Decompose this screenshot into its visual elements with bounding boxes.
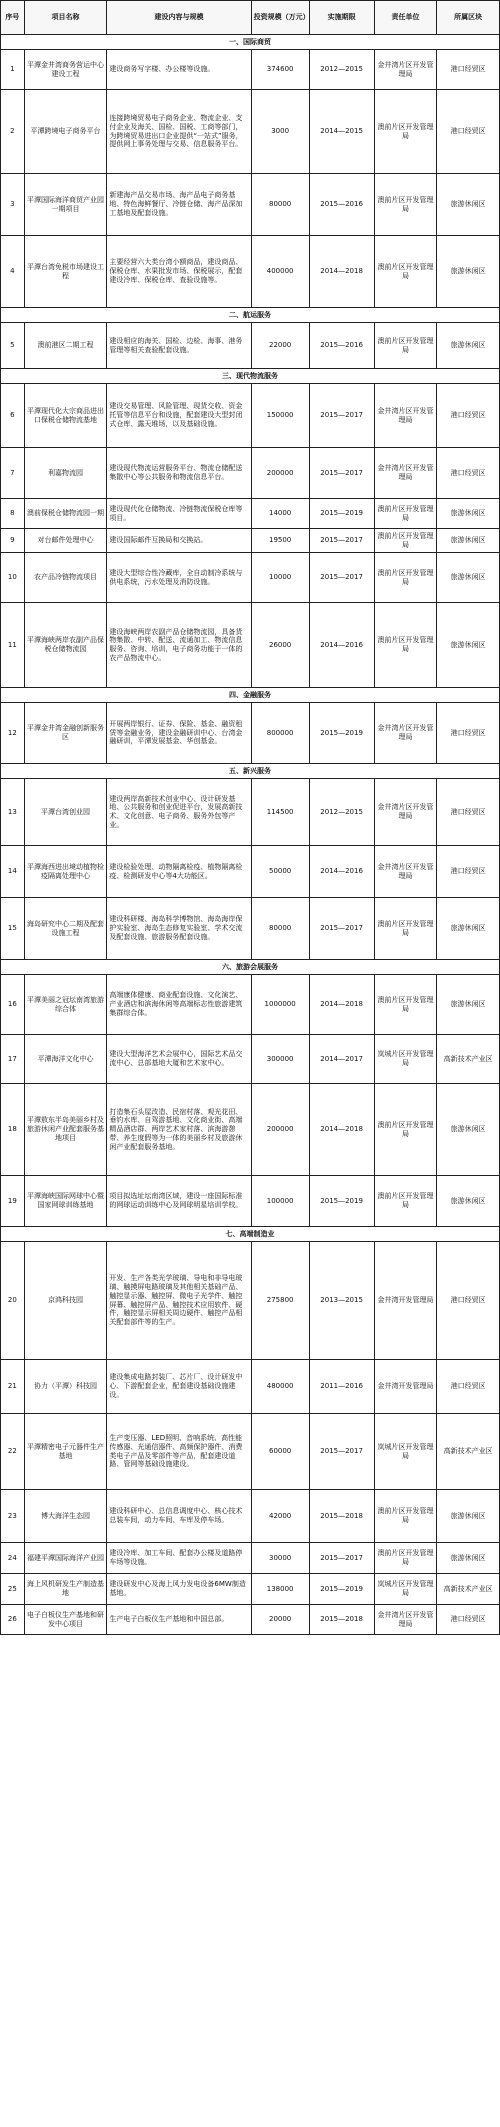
project-name: 海岛研究中心二期及配套设施工程 [24, 898, 107, 960]
investment-value: 30000 [251, 1543, 309, 1574]
district-block: 港口经贸区 [437, 448, 500, 499]
table-row [1, 1242, 500, 1360]
project-content: 建设商务写字楼、办公楼等设施。 [107, 50, 251, 90]
investment-value: 200000 [251, 1084, 309, 1176]
district-block: 港口经贸区 [437, 779, 500, 846]
investment-value: 275800 [251, 1242, 309, 1360]
responsible-unit: 澳前片区开发管理局 [374, 323, 437, 369]
section-header-row [1, 1227, 500, 1242]
district-block: 旅游休闲区 [437, 499, 500, 529]
project-content: 开展两岸银行、证券、保险、基金、融资租赁等金融业务，建设金融研训中心、台湾金融研训，平潭发展基金、华创基金。 [107, 703, 251, 764]
row-number: 21 [1, 1360, 25, 1414]
district-block: 旅游休闲区 [437, 975, 500, 1035]
district-block: 旅游休闲区 [437, 236, 500, 308]
row-number: 20 [1, 1242, 25, 1360]
header-row [1, 1, 500, 35]
implementation-period: 2015—2019 [309, 1574, 374, 1605]
investment-value: 10000 [251, 553, 309, 603]
project-name: 京鸿科技园 [24, 1242, 107, 1360]
project-name: 利嘉物流园 [24, 448, 107, 499]
responsible-unit: 金井湾片区开发管理局 [374, 779, 437, 846]
row-number: 19 [1, 1176, 25, 1227]
investment-value: 42000 [251, 1490, 309, 1543]
investment-value: 374600 [251, 50, 309, 90]
table-body [1, 35, 500, 1635]
section-header-row [1, 688, 500, 703]
row-number: 16 [1, 975, 25, 1035]
table-row [1, 1605, 500, 1635]
table-row [1, 448, 500, 499]
responsible-unit: 金井湾片区开发管理局 [374, 703, 437, 764]
project-name: 平潭精密电子元器件生产基地 [24, 1414, 107, 1490]
project-name: 电子白板仪生产基地和研发中心项目 [24, 1605, 107, 1635]
row-number: 14 [1, 846, 25, 898]
implementation-period: 2014—2018 [309, 1084, 374, 1176]
header-no: 序号 [1, 1, 25, 35]
row-number: 13 [1, 779, 25, 846]
implementation-period: 2011—2016 [309, 1360, 374, 1414]
project-content: 建设大型综合性冷藏库，全自动制冷系统与供电系统，污水处理及消防设施。 [107, 553, 251, 603]
responsible-unit: 金井湾开发管理局 [374, 1242, 437, 1360]
table-row [1, 384, 500, 448]
row-number: 4 [1, 236, 25, 308]
section-header-row [1, 764, 500, 779]
table-row [1, 779, 500, 846]
responsible-unit: 岚城片区开发管理局 [374, 1035, 437, 1084]
table-row [1, 1414, 500, 1490]
responsible-unit: 金井湾片区开发管理局 [374, 448, 437, 499]
implementation-period: 2014—2018 [309, 236, 374, 308]
investment-value: 19500 [251, 529, 309, 553]
investment-value: 80000 [251, 174, 309, 236]
investment-value: 100000 [251, 1176, 309, 1227]
implementation-period: 2015—2017 [309, 898, 374, 960]
row-number: 10 [1, 553, 25, 603]
project-name: 农产品冷链物流项目 [24, 553, 107, 603]
implementation-period: 2015—2017 [309, 1414, 374, 1490]
table-row [1, 174, 500, 236]
table-row [1, 1543, 500, 1574]
implementation-period: 2014—2016 [309, 603, 374, 688]
implementation-period: 2015—2019 [309, 1176, 374, 1227]
row-number: 7 [1, 448, 25, 499]
responsible-unit: 澳前片区开发管理局 [374, 1490, 437, 1543]
project-content: 建设现代物流运营服务平台、物流仓储配送集散中心等公共服务和物流信息平台。 [107, 448, 251, 499]
row-number: 12 [1, 703, 25, 764]
section-title: 二、航运服务 [1, 308, 500, 323]
row-number: 5 [1, 323, 25, 369]
project-content: 打造集石头屋改造、民宿村落、观光花田、垂钓水库、自驾游基地、文化商业街、高端精品酒店群、两岸艺术家村落、滨海游憩带、养生度假等为一体的美丽乡村及旅游休闲产业配套服务基地。 [107, 1084, 251, 1176]
investment-value: 150000 [251, 384, 309, 448]
table-row [1, 553, 500, 603]
project-content: 主要经营六大类台湾小额商品，建设商品、保税仓库、水果批发市场、保税展示，配套建设冷库、保税仓库、查验设施等。 [107, 236, 251, 308]
investment-value: 3000 [251, 90, 309, 174]
section-title: 七、高端制造业 [1, 1227, 500, 1242]
implementation-period: 2015—2019 [309, 499, 374, 529]
header-period: 实施期限 [309, 1, 374, 35]
section-title: 四、金融服务 [1, 688, 500, 703]
table-row [1, 898, 500, 960]
district-block: 旅游休闲区 [437, 323, 500, 369]
project-content: 建设相应的海关、国检、边检、海事、港务管理等相关查验配套设施。 [107, 323, 251, 369]
project-content: 建设研发中心及海上风力发电设备6MW制造基地。 [107, 1574, 251, 1605]
section-title: 一、国际商贸 [1, 35, 500, 50]
district-block: 旅游休闲区 [437, 553, 500, 603]
district-block: 旅游休闲区 [437, 898, 500, 960]
project-name: 平潭海西进出境动植物检疫隔离处理中心 [24, 846, 107, 898]
section-title: 三、现代物流服务 [1, 369, 500, 384]
district-block: 高新技术产业区 [437, 1035, 500, 1084]
row-number: 6 [1, 384, 25, 448]
row-number: 26 [1, 1605, 25, 1635]
project-name: 平潭海峡国际网球中心暨国家网球训练基地 [24, 1176, 107, 1227]
project-content: 建设两岸高新技术创业中心、设计研发基地、公共服务和创业促进平台，发展高新技术、文化创意、电子商务、服务外包等产业。 [107, 779, 251, 846]
row-number: 3 [1, 174, 25, 236]
investment-value: 22000 [251, 323, 309, 369]
implementation-period: 2015—2018 [309, 1490, 374, 1543]
project-name: 平潭金井湾金融创新服务区 [24, 703, 107, 764]
implementation-period: 2014—2016 [309, 846, 374, 898]
responsible-unit: 金井湾片区开发管理局 [374, 50, 437, 90]
project-name: 平潭海洋文化中心 [24, 1035, 107, 1084]
project-content: 连接跨境贸易电子商务企业、物流企业、支付企业及海关、国检、国税、工商等部门，为跨境贸易进出口企业提供“一站式”服务，提供网上事务处理与交易、信息服务平台。 [107, 90, 251, 174]
table-row [1, 236, 500, 308]
project-name: 澳前港区二期工程 [24, 323, 107, 369]
implementation-period: 2015—2017 [309, 529, 374, 553]
project-content: 建设交易管理、风险管理、现货交收、资金托管等信息平台和设施，配套建设大型封闭式仓库、露天堆场，以及基础设施。 [107, 384, 251, 448]
row-number: 11 [1, 603, 25, 688]
project-name: 平潭美丽之冠坛南湾旅游综合体 [24, 975, 107, 1035]
district-block: 港口经贸区 [437, 384, 500, 448]
project-content: 新建海产品交易市场、海产品电子商务基地、特色海鲜餐厅、冷链仓储、海产品深加工基地及配套设施。 [107, 174, 251, 236]
district-block: 高新技术产业区 [437, 1414, 500, 1490]
row-number: 8 [1, 499, 25, 529]
implementation-period: 2014—2018 [309, 975, 374, 1035]
table-row [1, 1035, 500, 1084]
project-name: 对台邮件处理中心 [24, 529, 107, 553]
responsible-unit: 金井湾开发管理局 [374, 1360, 437, 1414]
project-name: 澳前保税仓储物流园一期 [24, 499, 107, 529]
responsible-unit: 澳前片区开发管理局 [374, 236, 437, 308]
investment-value: 80000 [251, 898, 309, 960]
implementation-period: 2012—2015 [309, 779, 374, 846]
project-content: 建设集成电路封装厂、芯片厂、设计研发中心、下游配套企业，配套建设基础设施建设。 [107, 1360, 251, 1414]
investment-value: 14000 [251, 499, 309, 529]
project-content: 建设现代化仓储物流、冷链物流保税仓库等项目。 [107, 499, 251, 529]
header-unit: 责任单位 [374, 1, 437, 35]
project-content: 生产电子白板仪生产基地和中国总部。 [107, 1605, 251, 1635]
district-block: 港口经贸区 [437, 703, 500, 764]
implementation-period: 2015—2017 [309, 553, 374, 603]
section-header-row [1, 308, 500, 323]
responsible-unit: 澳前片区开发管理局 [374, 1084, 437, 1176]
table-row [1, 846, 500, 898]
table-row [1, 1490, 500, 1543]
table-row [1, 1176, 500, 1227]
row-number: 25 [1, 1574, 25, 1605]
project-name: 平潭现代化大宗商品进出口保税仓储物流基地 [24, 384, 107, 448]
district-block: 旅游休闲区 [437, 529, 500, 553]
table-row [1, 90, 500, 174]
district-block: 旅游休闲区 [437, 1176, 500, 1227]
section-header-row [1, 960, 500, 975]
district-block: 旅游休闲区 [437, 1543, 500, 1574]
section-header-row [1, 369, 500, 384]
responsible-unit: 金井湾片区开发管理局 [374, 1605, 437, 1635]
table-row [1, 50, 500, 90]
project-content: 生产变压器、LED照明、音响系统、高性能传感器、光通信器件、高频保护器件、消费类电子产品及零部件等产品，配套建设道路、管网等基础设施建设。 [107, 1414, 251, 1490]
district-block: 港口经贸区 [437, 1605, 500, 1635]
table-row [1, 703, 500, 764]
header-name: 项目名称 [24, 1, 107, 35]
responsible-unit: 澳前片区开发管理局 [374, 975, 437, 1035]
project-content: 建设检验处理、动物隔离检疫、植物隔离检疫、检测研发中心等4大功能区。 [107, 846, 251, 898]
implementation-period: 2015—2018 [309, 1605, 374, 1635]
responsible-unit: 澳前片区开发管理局 [374, 499, 437, 529]
investment-value: 200000 [251, 448, 309, 499]
investment-value: 138000 [251, 1574, 309, 1605]
implementation-period: 2014—2015 [309, 90, 374, 174]
table-row [1, 499, 500, 529]
table-row [1, 1360, 500, 1414]
project-name: 海上风机研发生产制造基地 [24, 1574, 107, 1605]
implementation-period: 2015—2017 [309, 448, 374, 499]
project-name: 平潭台湾免税市场建设工程 [24, 236, 107, 308]
district-block: 港口经贸区 [437, 50, 500, 90]
responsible-unit: 澳前片区开发管理局 [374, 174, 437, 236]
row-number: 2 [1, 90, 25, 174]
responsible-unit: 澳前片区开发管理局 [374, 90, 437, 174]
row-number: 15 [1, 898, 25, 960]
project-content: 建设国际邮件互换局和交换站。 [107, 529, 251, 553]
district-block: 港口经贸区 [437, 1360, 500, 1414]
row-number: 18 [1, 1084, 25, 1176]
table-row [1, 975, 500, 1035]
project-content: 开发、生产各类光学玻璃、导电和非导电玻璃、触摸屏电路玻璃及其他相关基础产品、触控显示器、触控屏、微电子光学件、触控屏幕、触控屏产品、触控技术应用软件、硬件，触控显示屏相关周边硬件、触控产品相关配套部件等的生产。 [107, 1242, 251, 1360]
project-content: 项目拟选址坛南湾区域，建设一座国际标准的网球运动训练中心及网球明星培训学校。 [107, 1176, 251, 1227]
district-block: 港口经贸区 [437, 846, 500, 898]
project-name: 平潭金井湾商务营运中心建设工程 [24, 50, 107, 90]
implementation-period: 2015—2016 [309, 174, 374, 236]
row-number: 23 [1, 1490, 25, 1543]
header-area: 所属区块 [437, 1, 500, 35]
district-block: 高新技术产业区 [437, 1574, 500, 1605]
header-investment: 投资规模（万元） [251, 1, 309, 35]
table-row [1, 529, 500, 553]
row-number: 17 [1, 1035, 25, 1084]
project-name: 平潭台湾创业园 [24, 779, 107, 846]
table-row [1, 1084, 500, 1176]
responsible-unit: 澳前片区开发管理局 [374, 553, 437, 603]
row-number: 24 [1, 1543, 25, 1574]
section-title: 六、旅游会展服务 [1, 960, 500, 975]
implementation-period: 2015—2019 [309, 703, 374, 764]
investment-value: 50000 [251, 846, 309, 898]
investment-value: 20000 [251, 1605, 309, 1635]
district-block: 港口经贸区 [437, 1242, 500, 1360]
responsible-unit: 澳前片区开发管理局 [374, 898, 437, 960]
responsible-unit: 澳前片区开发管理局 [374, 529, 437, 553]
table-row [1, 323, 500, 369]
table-row [1, 1574, 500, 1605]
project-content: 建设科研中心、总信息调度中心、核心技术总装车间，动力车间、车库及停车场。 [107, 1490, 251, 1543]
implementation-period: 2014—2017 [309, 1035, 374, 1084]
implementation-period: 2015—2016 [309, 323, 374, 369]
district-block: 旅游休闲区 [437, 603, 500, 688]
project-content: 建设科研楼、海岛科学博物馆、海岛海岸保护实验室、海岛生态修复实验室、学术交流及配套设施、旅游服务配套设施。 [107, 898, 251, 960]
responsible-unit: 岚城片区开发管理局 [374, 1414, 437, 1490]
implementation-period: 2012—2015 [309, 50, 374, 90]
project-name: 博大海洋生态园 [24, 1490, 107, 1543]
investment-value: 400000 [251, 236, 309, 308]
implementation-period: 2015—2017 [309, 384, 374, 448]
section-title: 五、新兴服务 [1, 764, 500, 779]
district-block: 旅游休闲区 [437, 1490, 500, 1543]
row-number: 9 [1, 529, 25, 553]
responsible-unit: 金井湾片区开发管理局 [374, 846, 437, 898]
responsible-unit: 澳前片区开发管理局 [374, 603, 437, 688]
implementation-period: 2013—2015 [309, 1242, 374, 1360]
investment-value: 1000000 [251, 975, 309, 1035]
investment-value: 114500 [251, 779, 309, 846]
project-name: 平潭海峡两岸农副产品保税仓储物流园 [24, 603, 107, 688]
project-name: 平潭跨境电子商务平台 [24, 90, 107, 174]
header-content: 建设内容与规模 [107, 1, 251, 35]
project-content: 建设大型海洋艺术会展中心，国际艺术品交流中心、总部基地大厦和艺术家中心。 [107, 1035, 251, 1084]
implementation-period: 2015—2017 [309, 1543, 374, 1574]
project-content: 建设冷库、加工车间、配套办公楼及道路停车场等设施。 [107, 1543, 251, 1574]
project-name: 平潭敖东半岛美丽乡村及旅游休闲产业配套服务基地项目 [24, 1084, 107, 1176]
responsible-unit: 金井湾片区开发管理局 [374, 384, 437, 448]
investment-value: 300000 [251, 1035, 309, 1084]
responsible-unit: 澳前片区开发管理局 [374, 1176, 437, 1227]
investment-value: 26000 [251, 603, 309, 688]
district-block: 旅游休闲区 [437, 174, 500, 236]
responsible-unit: 岚城片区开发管理局 [374, 1574, 437, 1605]
project-content: 建设海峡两岸农副产品仓储物流园，具备货物集散、中转、配送、流通加工、物流信息服务、咨询、培训，电子商务功能于一体的农产品物流中心。 [107, 603, 251, 688]
responsible-unit: 澳前片区开发管理局 [374, 1543, 437, 1574]
project-content: 高端康体健康、商业配套设施、文化演艺、产业酒店和滨海休闲等高端标志性旅游建筑集群综合体。 [107, 975, 251, 1035]
row-number: 22 [1, 1414, 25, 1490]
project-name: 平潭国际海洋商贸产业园一期项目 [24, 174, 107, 236]
investment-value: 800000 [251, 703, 309, 764]
investment-value: 60000 [251, 1414, 309, 1490]
district-block: 旅游休闲区 [437, 1084, 500, 1176]
project-name: 福建平潭国际海洋产业园 [24, 1543, 107, 1574]
district-block: 港口经贸区 [437, 90, 500, 174]
row-number: 1 [1, 50, 25, 90]
project-name: 协力（平潭）科技园 [24, 1360, 107, 1414]
section-header-row [1, 35, 500, 50]
table-row [1, 603, 500, 688]
investment-value: 480000 [251, 1360, 309, 1414]
